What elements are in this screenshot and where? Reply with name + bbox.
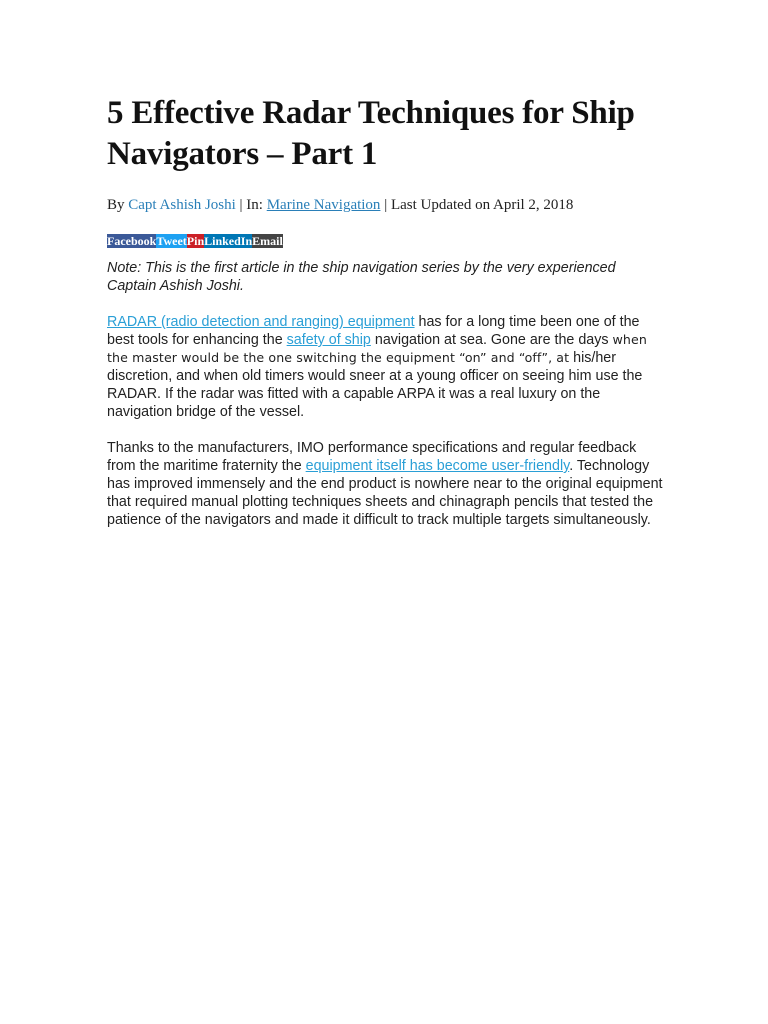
radar-equipment-link[interactable]: RADAR (radio detection and ranging) equipment bbox=[107, 314, 415, 330]
byline-by: By bbox=[107, 197, 129, 213]
paragraph-2-text-1: Thanks to the manufacturers, IMO performance specifications and regular feedback from the maritime fraternity the bbox=[107, 440, 637, 474]
share-pin-button[interactable]: Pin bbox=[186, 234, 205, 248]
share-tweet-button[interactable]: Tweet bbox=[156, 234, 187, 248]
paragraph-2 bbox=[107, 439, 667, 529]
paragraph-2-text-2: . Technology has improved immensely and the end product is nowhere near to the original equipment that required manual plotting techniques sheets and chinagraph pencils that tested the patience of the navigators and made it difficult to track multiple targets simultaneously. bbox=[107, 458, 663, 528]
paragraph-1-text-4: his/her discretion, and when old timers would sneer at a young officer on seeing him use the RADAR. If the radar was fitted with a capable ARPA it was a real luxury on the navigation bridge of the vessel. bbox=[107, 350, 643, 420]
editor-note: Note: This is the first article in the ship navigation series by the very experienced Captain Ashish Joshi. bbox=[107, 260, 616, 294]
share-facebook-button[interactable]: Facebook bbox=[107, 234, 157, 248]
safety-of-ship-link[interactable]: safety of ship bbox=[286, 332, 371, 348]
paragraph-1-text-3: when the master would be the one switching the equipment “on” and “off”, at bbox=[107, 332, 647, 365]
paragraph-1 bbox=[107, 313, 667, 421]
share-linkedin-button[interactable]: LinkedIn bbox=[204, 234, 253, 248]
article bbox=[107, 93, 667, 543]
byline bbox=[107, 195, 667, 215]
category-link[interactable]: Marine Navigation bbox=[266, 197, 381, 213]
share-email-button[interactable]: Email bbox=[252, 234, 283, 248]
user-friendly-equipment-link[interactable]: equipment itself has become user-friendly bbox=[305, 458, 570, 474]
article-title: 5 Effective Radar Techniques for Ship Navigators – Part 1 bbox=[107, 95, 635, 172]
byline-separator-in: | In: bbox=[235, 197, 267, 213]
byline-last-updated: | Last Updated on April 2, 2018 bbox=[380, 197, 574, 213]
share-buttons bbox=[107, 234, 667, 248]
author-link[interactable]: Capt Ashish Joshi bbox=[128, 197, 236, 213]
paragraph-1-text-1: has for a long time been one of the best tools for enhancing the bbox=[107, 314, 640, 348]
paragraph-1-text-2: navigation at sea. Gone are the days bbox=[370, 332, 613, 348]
